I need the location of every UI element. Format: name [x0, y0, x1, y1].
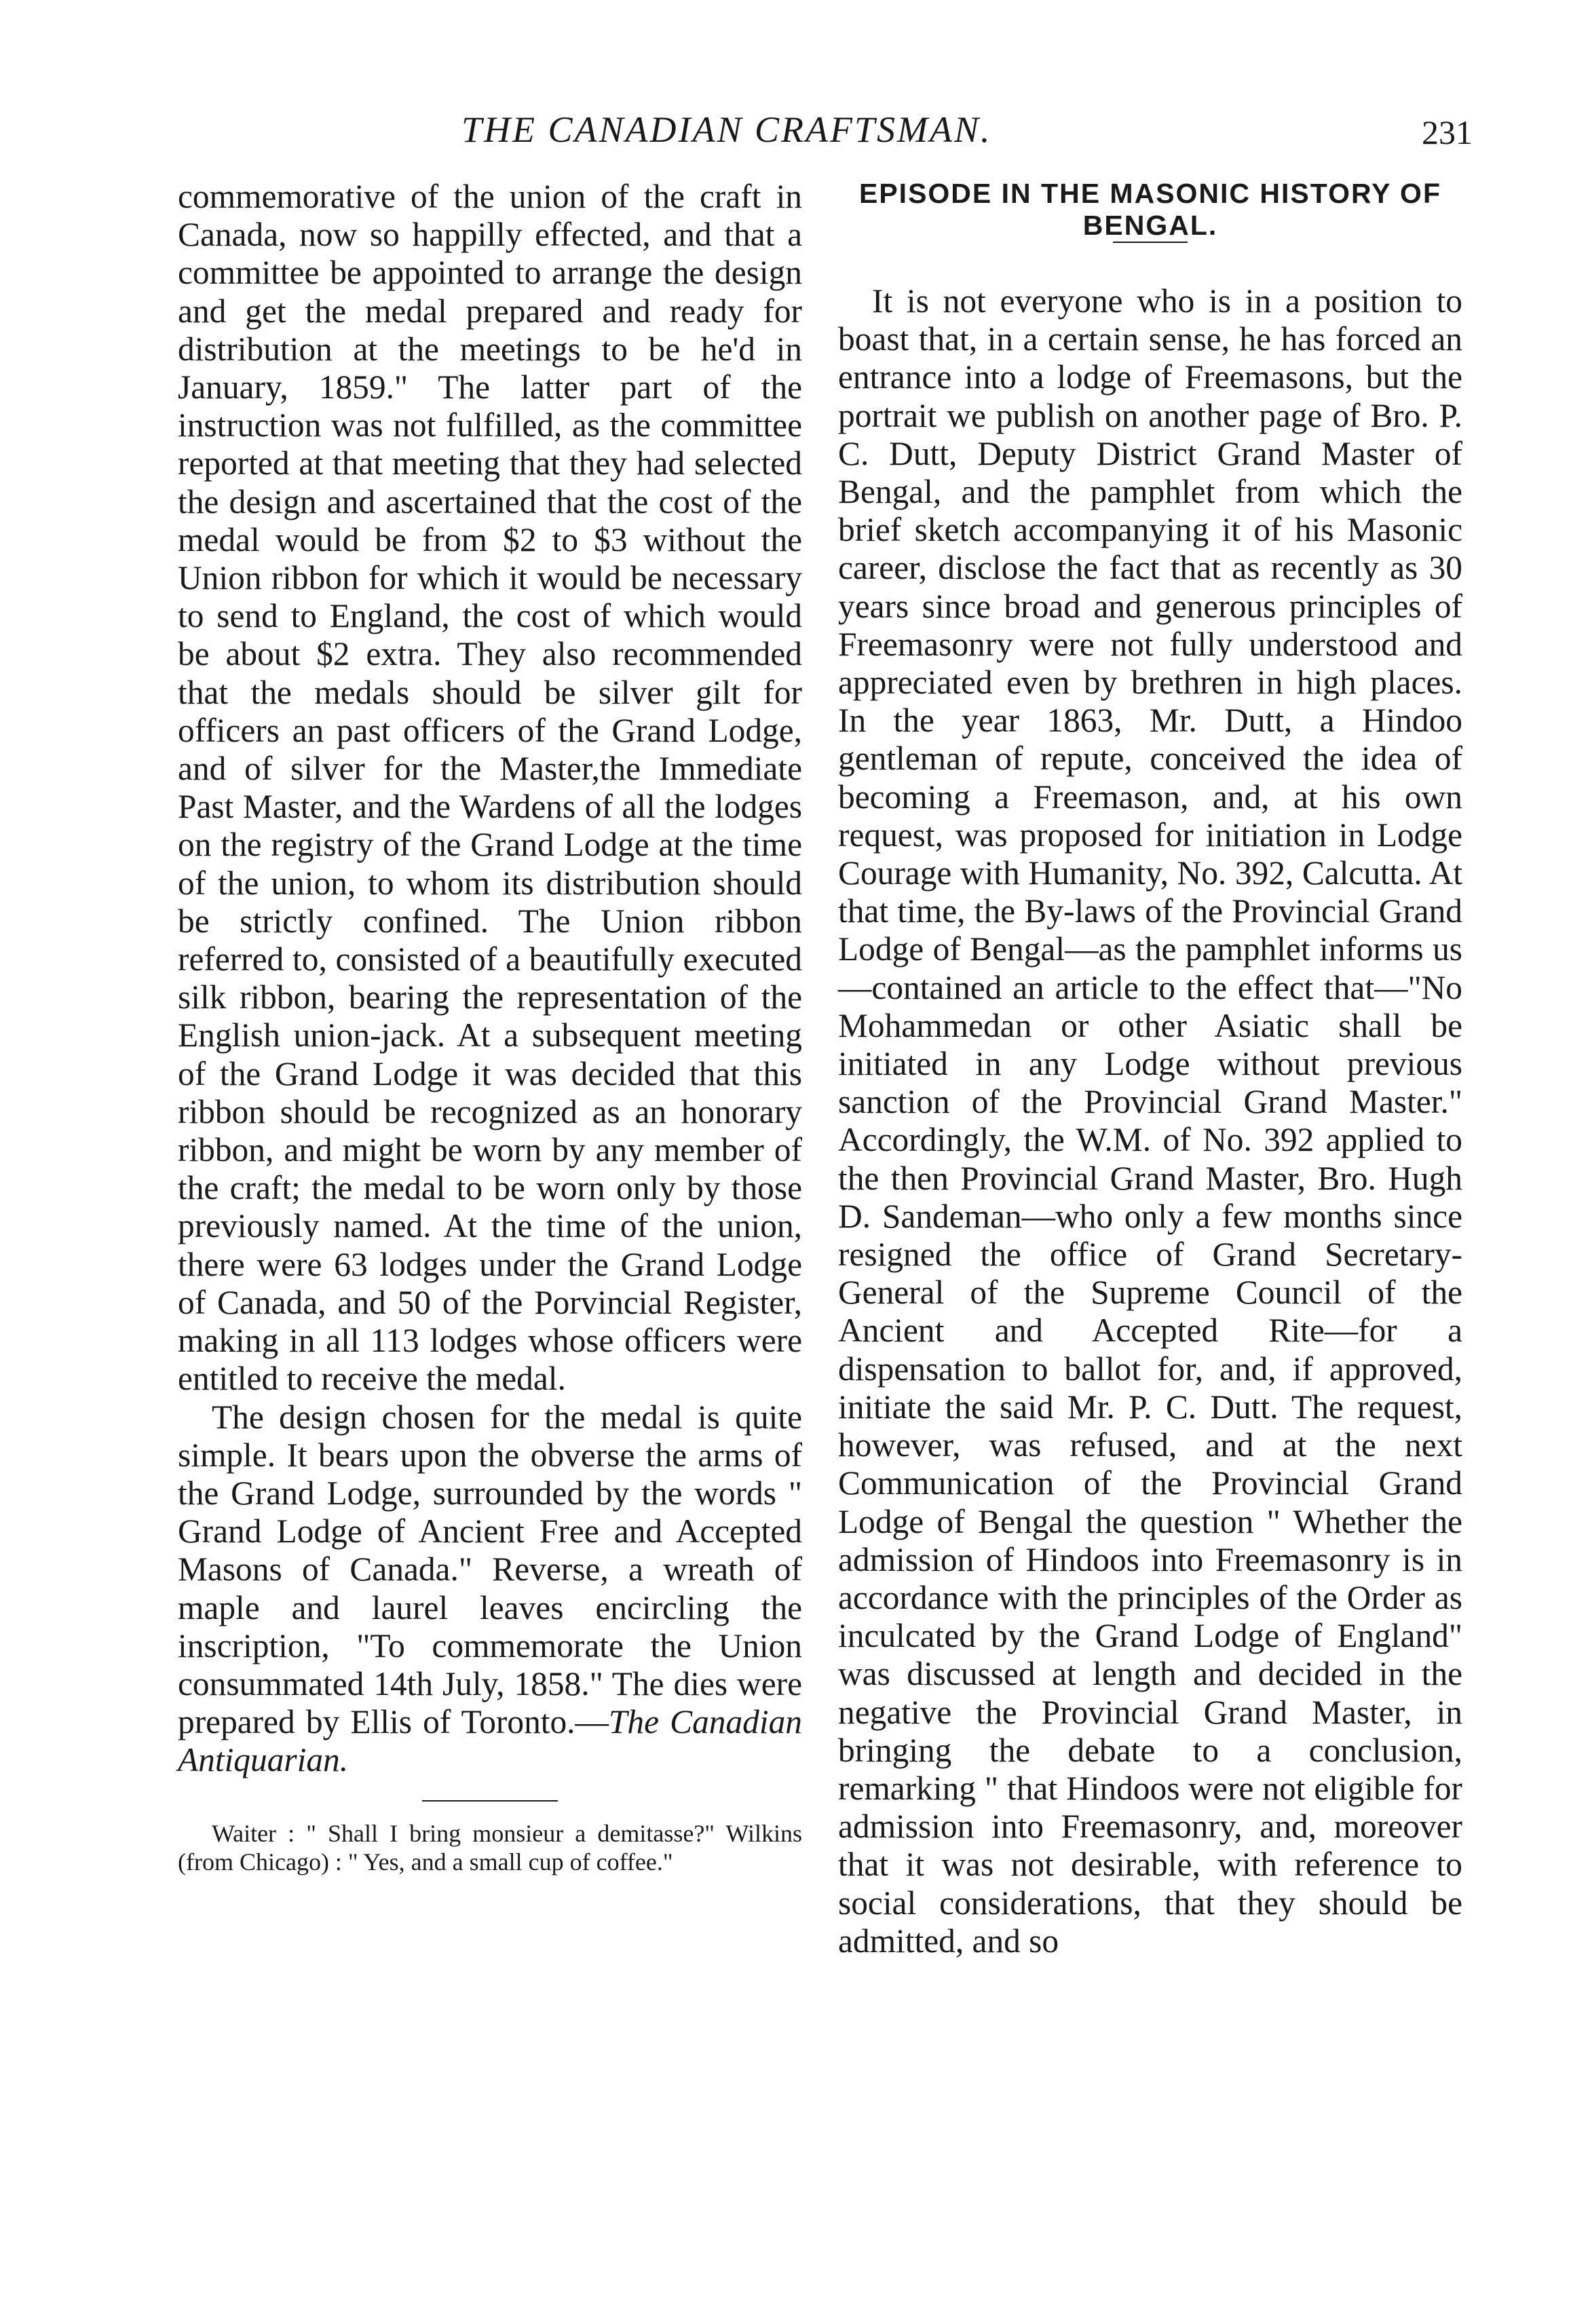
source-citation: The Canadian Antiquarian. [178, 1703, 802, 1779]
page-number: 231 [1422, 113, 1473, 151]
article-heading: EPISODE IN THE MASONIC HISTORY OF BENGAL. [858, 178, 1441, 241]
medal-design-text: The design chosen for the medal is quite simple. It bears upon the obverse the arms of the Grand Lodge, surrounded by the words " Grand Lodge of Ancient Free and Accepted Masons of Canada." Reverse, a wreath of maple and laurel leaves encircling the inscription, "To commemorate the Union consummated 14th July, 1858." The dies were prepared by Ellis of Toronto.— [178, 1398, 802, 1741]
heading-rule [1113, 242, 1188, 243]
right-column [838, 178, 1462, 1960]
medal-design-paragraph [178, 1398, 802, 1780]
continued-paragraph: commemorative of the union of the craft in Canada, now so happilly effected, and that a committee be appointed to arrange the design and get the medal prepared and ready for distribution at the meetings to be he'd in January, 1859." The latter part of the instruction was not fulfilled, as the committee reported at that meeting that they had selected the design and ascertained that the cost of the medal would be from $2 to $3 without the Union ribbon for which it would be necessary to send to England, the cost of which would be about $2 extra. They also recommended that the medals should be silver gilt for officers an past officers of the Grand Lodge, and of silver for the Master,the Immediate Past Master, and the Wardens of all the lodges on the registry of the Grand Lodge at the time of the union, to whom its distribution should be strictly confined. The Union ribbon referred to, consisted of a beautifully executed silk ribbon, bearing the representation of the English union-jack. At a subsequent meeting of the Grand Lodge it was decided that this ribbon should be recognized as an honorary ribbon, and might be worn by any member of the craft; the medal to be worn only by those previously named. At the time of the union, there were 63 lodges under the Grand Lodge of Canada, and 50 of the Porvincial Register, making in all 113 lodges whose officers were entitled to receive the medal. [178, 178, 802, 1398]
footnote-joke: Waiter : " Shall I bring monsieur a demitasse?" Wilkins (from Chicago) : " Yes, and a small cup of coffee." [178, 1819, 802, 1875]
running-title: THE CANADIAN CRAFTSMAN. [461, 109, 992, 150]
section-divider [422, 1800, 558, 1802]
left-column [178, 178, 802, 1876]
article-body: It is not everyone who is in a position to boast that, in a certain sense, he has forced an entrance into a lodge of Freemasons, but the portrait we publish on another page of Bro. P. C. Dutt, Deputy District Grand Master of Bengal, and the pamphlet from which the brief sketch accompanying it of his Masonic career, disclose the fact that as recently as 30 years since broad and generous principles of Freemasonry were not fully understood and appreciated even by brethren in high places. In the year 1863, Mr. Dutt, a Hindoo gentleman of repute, conceived the idea of becoming a Freemason, and, at his own request, was proposed for initiation in Lodge Courage with Humanity, No. 392, Calcutta. At that time, the By-laws of the Provincial Grand Lodge of Bengal—as the pamphlet informs us—contained an article to the effect that—"No Mohammedan or other Asiatic shall be initiated in any Lodge without previous sanction of the Provincial Grand Master." Accordingly, the W.M. of No. 392 applied to the then Provincial Grand Master, Bro. Hugh D. Sandeman—who only a few months since resigned the office of Grand Secretary-General of the Supreme Council of the Ancient and Accepted Rite—for a dispensation to ballot for, and, if approved, initiate the said Mr. P. C. Dutt. The request, however, was refused, and at the next Communication of the Provincial Grand Lodge of Bengal the question " Whether the admission of Hindoos into Freemasonry is in accordance with the principles of the Order as inculcated by the Grand Lodge of England" was discussed at length and decided in the negative the Provincial Grand Master, in bringing the debate to a conclusion, remarking " that Hindoos were not eligible for admission into Freemasonry, and, moreover that it was not desirable, with reference to social considerations, that they should be admitted, and so [838, 282, 1462, 1960]
